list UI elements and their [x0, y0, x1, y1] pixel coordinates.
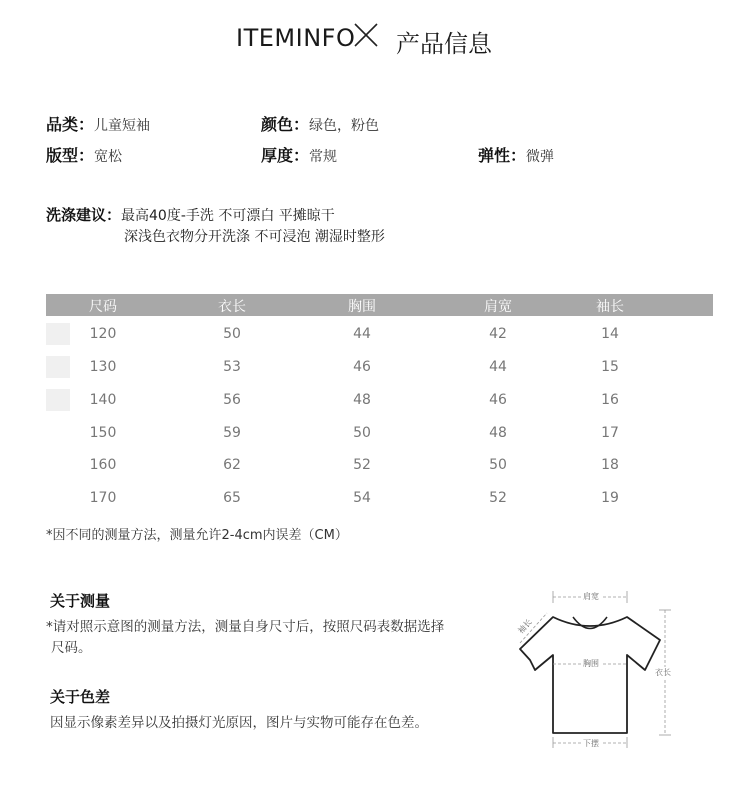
measurement-title: 关于测量 — [50, 592, 111, 610]
color-diff-text: 因显示像素差异以及拍摄灯光原因，图片与实物可能存在色差。 — [50, 715, 428, 731]
attr-color — [261, 112, 379, 135]
tshirt-measurement-diagram — [505, 585, 695, 750]
attr-fit-label: 版型： — [46, 146, 95, 165]
table-row — [46, 351, 713, 384]
cell-chest: 44 — [353, 326, 371, 342]
page-header — [0, 22, 750, 58]
table-row — [46, 384, 713, 417]
wash-line-2: 深浅色衣物分开洗涤 不可浸泡 潮湿时整形 — [124, 229, 385, 245]
cell-length: 65 — [223, 490, 241, 506]
label-sleeve: 袖长 — [516, 617, 534, 636]
cell-sleeve: 15 — [601, 359, 619, 375]
table-row — [46, 417, 713, 450]
cell-length: 56 — [223, 392, 241, 408]
cell-sleeve: 19 — [601, 490, 619, 506]
row-marker — [46, 323, 70, 345]
table-row — [46, 482, 713, 515]
cell-length: 53 — [223, 359, 241, 375]
label-shoulder: 肩宽 — [583, 592, 599, 601]
th-length: 衣长 — [218, 299, 246, 315]
label-length: 衣长 — [655, 668, 671, 677]
attr-thickness-label: 厚度： — [261, 146, 310, 165]
cell-sleeve: 14 — [601, 326, 619, 342]
cell-shoulder: 48 — [489, 425, 507, 441]
cell-chest: 48 — [353, 392, 371, 408]
cell-size: 170 — [89, 490, 117, 506]
th-chest: 胸围 — [348, 299, 376, 315]
attr-fit — [46, 143, 122, 166]
measurement-text-line-1: *请对照示意图的测量方法，测量自身尺寸后，按照尺码表数据选择 — [46, 619, 445, 635]
attr-elasticity-value: 微弹 — [526, 149, 555, 165]
th-shoulder: 肩宽 — [484, 299, 512, 315]
cell-shoulder: 46 — [489, 392, 507, 408]
cell-size: 140 — [89, 392, 117, 408]
cell-sleeve: 16 — [601, 392, 619, 408]
cell-sleeve: 18 — [601, 457, 619, 473]
wash-label: 洗涤建议： — [46, 206, 122, 224]
cell-length: 62 — [223, 457, 241, 473]
title-cn: 产品信息 — [396, 30, 492, 58]
attr-category-label: 品类： — [46, 115, 95, 134]
row-marker — [46, 389, 70, 411]
cell-shoulder: 52 — [489, 490, 507, 506]
attr-thickness — [261, 143, 337, 166]
measurement-note: *因不同的测量方法，测量允许2-4cm内误差（CM） — [46, 528, 348, 543]
cell-size: 150 — [89, 425, 117, 441]
th-sleeve: 袖长 — [596, 299, 624, 315]
attr-category — [46, 112, 150, 135]
cell-size: 120 — [89, 326, 117, 342]
table-row — [46, 318, 713, 351]
measurement-text — [46, 617, 444, 659]
cell-chest: 46 — [353, 359, 371, 375]
label-hem: 下摆 — [583, 739, 599, 748]
cell-length: 50 — [223, 326, 241, 342]
th-size: 尺码 — [89, 299, 117, 315]
row-marker — [46, 356, 70, 378]
cell-size: 130 — [89, 359, 117, 375]
cell-sleeve: 17 — [601, 425, 619, 441]
attr-elasticity — [478, 143, 554, 166]
title-en: ITEMINFO — [236, 24, 356, 52]
wash-instructions — [46, 205, 385, 248]
attr-color-value: 绿色，粉色 — [309, 118, 380, 134]
attr-thickness-value: 常规 — [309, 149, 338, 165]
color-diff-title: 关于色差 — [50, 688, 111, 706]
cross-icon — [353, 22, 379, 48]
cell-shoulder: 44 — [489, 359, 507, 375]
cell-length: 59 — [223, 425, 241, 441]
attr-color-label: 颜色： — [261, 115, 310, 134]
attr-category-value: 儿童短袖 — [94, 118, 151, 134]
cell-shoulder: 42 — [489, 326, 507, 342]
wash-line-1: 最高40度-手洗 不可漂白 平摊晾干 — [121, 208, 335, 224]
cell-size: 160 — [89, 457, 117, 473]
cell-chest: 52 — [353, 457, 371, 473]
table-row — [46, 449, 713, 482]
attr-fit-value: 宽松 — [94, 149, 123, 165]
cell-chest: 54 — [353, 490, 371, 506]
attr-elasticity-label: 弹性： — [478, 146, 527, 165]
size-table-header — [46, 294, 713, 316]
cell-chest: 50 — [353, 425, 371, 441]
measurement-text-line-2: 尺码。 — [51, 640, 92, 656]
cell-shoulder: 50 — [489, 457, 507, 473]
label-chest: 胸围 — [583, 659, 599, 668]
